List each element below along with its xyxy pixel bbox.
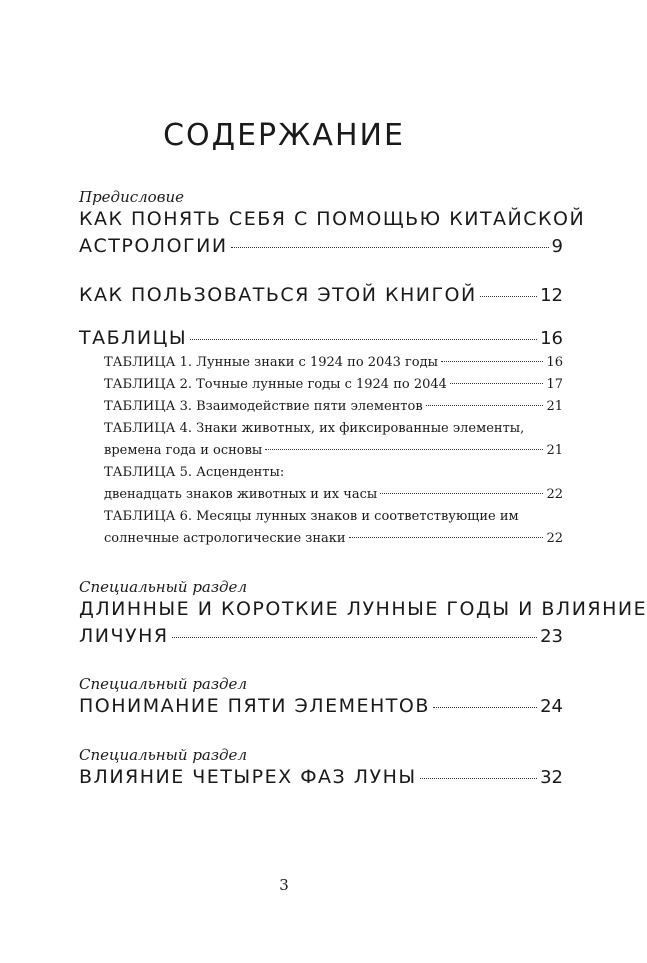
toc-subentry[interactable] (104, 396, 563, 418)
page-title: СОДЕРЖАНИЕ (163, 118, 405, 153)
dot-leader (426, 405, 544, 406)
heading-line: КАК ПОНЯТЬ СЕБЯ С ПОМОЩЬЮ КИТАЙСКОЙ (79, 208, 586, 230)
page-ref: 32 (540, 767, 563, 788)
dot-leader (433, 707, 537, 708)
heading-text: ВЛИЯНИЕ ЧЕТЫРЕХ ФАЗ ЛУНЫ (79, 766, 417, 788)
dot-leader (480, 296, 537, 297)
toc-heading[interactable] (79, 596, 647, 650)
page-ref: 17 (546, 377, 563, 392)
page-ref: 21 (546, 443, 563, 458)
toc-heading[interactable] (79, 206, 586, 260)
subentry-text: ТАБЛИЦА 5. Асценденты: (104, 465, 285, 480)
toc-subentry[interactable] (104, 374, 563, 396)
heading-line: ДЛИННЫЕ И КОРОТКИЕ ЛУННЫЕ ГОДЫ И ВЛИЯНИЕ (79, 598, 647, 620)
subentry-text: ТАБЛИЦА 6. Месяцы лунных знаков и соответствующие им (104, 509, 519, 524)
dot-leader (172, 637, 538, 638)
toc-section-preface (79, 188, 586, 260)
page-ref: 23 (540, 626, 563, 647)
dot-leader (420, 778, 537, 779)
dot-leader (231, 247, 549, 248)
toc-heading[interactable] (79, 282, 563, 309)
page-ref: 12 (540, 285, 563, 306)
page-ref: 16 (540, 328, 563, 349)
toc-section-how-to-use (79, 282, 563, 309)
toc-section-moon-phases (79, 746, 563, 791)
toc-subentry[interactable] (104, 352, 563, 374)
subentry-text: ТАБЛИЦА 1. Лунные знаки с 1924 по 2043 годы (104, 355, 438, 370)
subentry-text: ТАБЛИЦА 3. Взаимодействие пяти элементов (104, 399, 423, 414)
section-kicker: Специальный раздел (79, 675, 247, 693)
subentry-text: ТАБЛИЦА 2. Точные лунные годы с 1924 по 2044 (104, 377, 447, 392)
page-ref: 16 (546, 355, 563, 370)
heading-text: КАК ПОЛЬЗОВАТЬСЯ ЭТОЙ КНИГОЙ (79, 284, 477, 306)
section-kicker: Специальный раздел (79, 746, 247, 764)
dot-leader (349, 537, 544, 538)
page-ref: 21 (546, 399, 563, 414)
page-ref: 9 (551, 236, 563, 257)
heading-line: АСТРОЛОГИИ (79, 235, 228, 257)
heading-text: ТАБЛИЦЫ (79, 327, 188, 349)
toc-heading[interactable] (79, 325, 563, 352)
page-ref: 22 (546, 487, 563, 502)
section-kicker: Специальный раздел (79, 578, 247, 596)
toc-subentry[interactable] (104, 506, 563, 550)
heading-text: ПОНИМАНИЕ ПЯТИ ЭЛЕМЕНТОВ (79, 695, 430, 717)
dot-leader (190, 339, 537, 340)
subentry-text: двенадцать знаков животных и их часы (104, 487, 378, 502)
dot-leader (450, 383, 544, 384)
toc-section-long-short-years (79, 578, 647, 650)
dot-leader (265, 449, 543, 450)
dot-leader (441, 361, 543, 362)
subentry-text: времена года и основы (104, 443, 263, 458)
heading-line: ЛИЧУНЯ (79, 625, 169, 647)
section-kicker: Предисловие (79, 188, 184, 206)
page-ref: 24 (540, 696, 563, 717)
toc-section-five-elements (79, 675, 563, 720)
toc-heading[interactable] (79, 693, 563, 720)
toc-subentry[interactable] (104, 462, 563, 506)
toc-section-tables (79, 325, 563, 352)
page-ref: 22 (546, 531, 563, 546)
toc-subentries (104, 352, 563, 550)
toc-subentry[interactable] (104, 418, 563, 462)
page-number: 3 (279, 876, 289, 894)
dot-leader (380, 493, 543, 494)
subentry-text: солнечные астрологические знаки (104, 531, 346, 546)
subentry-text: ТАБЛИЦА 4. Знаки животных, их фиксированные элементы, (104, 421, 525, 436)
toc-heading[interactable] (79, 764, 563, 791)
